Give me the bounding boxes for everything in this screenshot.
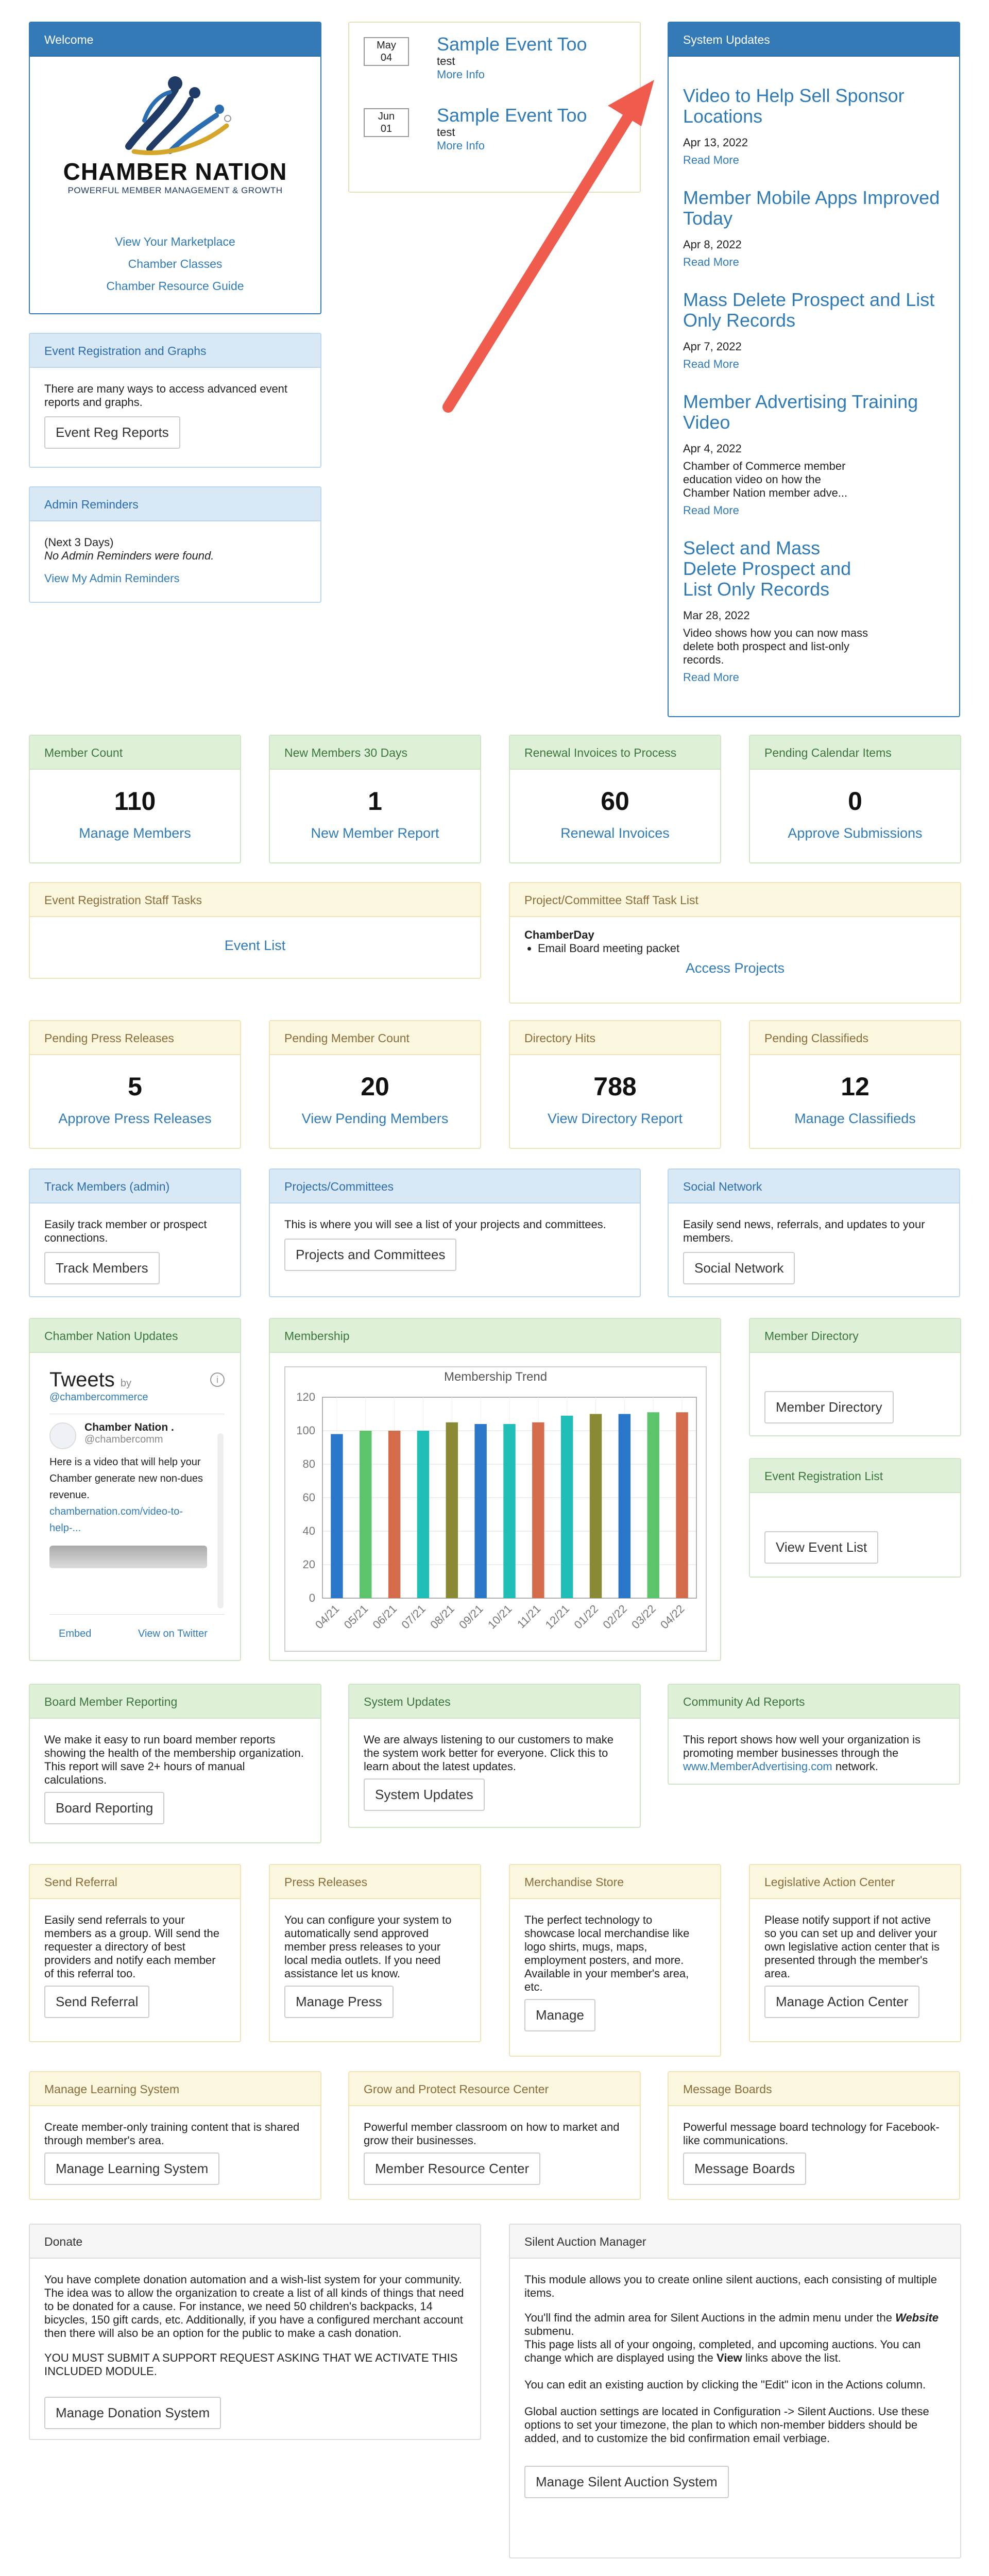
- learning-header: Manage Learning System: [30, 2072, 320, 2106]
- new-member-report-link[interactable]: New Member Report: [311, 825, 439, 841]
- view-event-list-button[interactable]: View Event List: [764, 1531, 878, 1564]
- board-reporting-header: Board Member Reporting: [30, 1685, 320, 1719]
- manage-donation-button[interactable]: Manage Donation System: [44, 2397, 221, 2429]
- bar-09-21: [474, 1424, 486, 1598]
- grow-protect-panel: [348, 2071, 641, 2200]
- x-tick-label: 12/21: [542, 1602, 572, 1632]
- event-month: Jun: [378, 111, 395, 122]
- update-description: Chamber of Commerce member education video on how the Chamber Nation member adve...: [683, 460, 848, 499]
- donate-notice: YOU MUST SUBMIT A SUPPORT REQUEST ASKING THAT WE ACTIVATE THIS INCLUDED MODULE.: [44, 2351, 458, 2378]
- chart-title: Membership Trend: [444, 1370, 548, 1384]
- project-name: ChamberDay: [524, 928, 594, 941]
- projects-committees-panel: [269, 1168, 641, 1297]
- chamber-classes-link[interactable]: Chamber Classes: [128, 257, 223, 270]
- silent-auction-p5: Global auction settings are located in Configuration -> Silent Auctions. Use these options to set your timezone, the plan to which non-member bidders should be added, and to customize the bid confirmation email verbiage.: [524, 2405, 929, 2445]
- manage-learning-button[interactable]: Manage Learning System: [44, 2153, 219, 2185]
- event-subtitle: test: [437, 55, 455, 67]
- update-date: Apr 4, 2022: [683, 442, 742, 455]
- stat-pending-calendar: [749, 735, 961, 863]
- tweet-avatar: [49, 1422, 76, 1449]
- manage-classifieds-link[interactable]: Manage Classifieds: [794, 1111, 916, 1126]
- tweet-text: Here is a video that will help your Chamber generate new non-dues revenue.: [49, 1456, 203, 1501]
- update-title-link[interactable]: Member Mobile Apps Improved Today: [683, 187, 940, 229]
- event-reg-graphs-header: Event Registration and Graphs: [30, 334, 320, 368]
- donate-panel: [29, 2224, 481, 2440]
- system-updates-button[interactable]: System Updates: [364, 1778, 485, 1811]
- stat-new-members: [269, 735, 481, 863]
- website-menu-label: Website: [895, 2311, 939, 2324]
- member-advertising-link[interactable]: www.MemberAdvertising.com: [683, 1760, 832, 1773]
- bar-04-22: [676, 1412, 688, 1598]
- tweet-media-thumbnail[interactable]: [49, 1546, 207, 1568]
- view-label: View: [717, 2351, 742, 2364]
- y-tick-label: 0: [309, 1591, 315, 1604]
- bar-11-21: [532, 1422, 544, 1598]
- event-month: May: [377, 40, 396, 51]
- event-staff-tasks-panel: [29, 882, 481, 979]
- logo-mark-icon: [113, 69, 237, 157]
- update-description: Video shows how you can now mass delete both prospect and list-only records.: [683, 626, 868, 666]
- event-reg-list-header: Event Registration List: [750, 1459, 960, 1493]
- send-referral-button[interactable]: Send Referral: [44, 1986, 149, 2018]
- read-more-link[interactable]: Read More: [683, 671, 739, 684]
- donate-description: You have complete donation automation and a wish-list system for your community. The idea was to allow the organization to create a list of all kinds of things that need to be donated for a cause. For instance, we need 50 children's backpacks, 14 bicycles, 150 gift cards, etc. Additionally, if you have a configured merchant account then there will also be an option for the public to make a cash donation.: [44, 2273, 464, 2340]
- x-tick-label: 05/21: [341, 1602, 371, 1632]
- bar-05-21: [360, 1431, 371, 1598]
- manage-members-link[interactable]: Manage Members: [79, 825, 191, 841]
- track-members-header: Track Members (admin): [30, 1170, 240, 1204]
- welcome-panel: [29, 22, 321, 314]
- approve-submissions-link[interactable]: Approve Submissions: [788, 825, 923, 841]
- manage-silent-auction-button[interactable]: Manage Silent Auction System: [524, 2466, 729, 2498]
- reminders-empty-message: No Admin Reminders were found.: [44, 549, 214, 562]
- red-arrow-annotation: [438, 77, 664, 417]
- update-title-link[interactable]: Member Advertising Training Video: [683, 391, 918, 433]
- chamber-nation-updates-panel: [29, 1318, 241, 1661]
- social-network-panel: [668, 1168, 960, 1297]
- manage-merchandise-button[interactable]: Manage: [524, 1999, 595, 2031]
- x-tick-label: 04/21: [312, 1602, 342, 1632]
- silent-auction-p3-end: links above the list.: [745, 2351, 841, 2364]
- social-network-header: Social Network: [669, 1170, 959, 1204]
- event-more-info-link[interactable]: More Info: [437, 139, 485, 152]
- send-referral-header: Send Referral: [30, 1865, 240, 1899]
- manage-action-center-button[interactable]: Manage Action Center: [764, 1986, 919, 2018]
- stat-value: 788: [593, 1072, 637, 1101]
- update-date: Apr 8, 2022: [683, 238, 742, 251]
- grow-protect-text: Powerful member classroom on how to market and grow their businesses.: [364, 2121, 620, 2147]
- x-tick-label: 04/22: [657, 1602, 687, 1632]
- member-directory-header: Member Directory: [750, 1319, 960, 1353]
- cn-updates-header: Chamber Nation Updates: [30, 1319, 240, 1353]
- read-more-link[interactable]: Read More: [683, 154, 739, 166]
- project-staff-tasks-panel: [509, 882, 961, 1004]
- update-title-link[interactable]: Video to Help Sell Sponsor Locations: [683, 85, 905, 127]
- x-tick-label: 06/21: [370, 1602, 400, 1632]
- bar-10-21: [503, 1424, 515, 1598]
- bar-03-22: [647, 1412, 659, 1598]
- stat-title: Pending Classifieds: [750, 1021, 960, 1055]
- grow-protect-header: Grow and Protect Resource Center: [349, 2072, 640, 2106]
- community-ad-header: Community Ad Reports: [669, 1685, 959, 1719]
- board-reporting-panel: [29, 1684, 321, 1843]
- x-tick-label: 11/21: [514, 1602, 543, 1631]
- tweet-author-handle: @chambercomm: [84, 1434, 163, 1445]
- update-title-link[interactable]: Select and Mass Delete Prospect and List Only Records: [683, 537, 851, 600]
- message-boards-header: Message Boards: [669, 2072, 959, 2106]
- system-updates-card-header: System Updates: [349, 1685, 640, 1719]
- x-tick-label: 01/22: [571, 1602, 601, 1632]
- membership-trend-chart: [284, 1366, 707, 1652]
- stat-title: Member Count: [30, 736, 240, 770]
- manage-press-button[interactable]: Manage Press: [284, 1986, 394, 2018]
- board-reporting-button[interactable]: Board Reporting: [44, 1792, 164, 1824]
- event-staff-tasks-header: Event Registration Staff Tasks: [30, 883, 480, 917]
- update-item: [683, 188, 945, 269]
- task-list: [524, 942, 946, 955]
- stat-value: 5: [128, 1072, 142, 1101]
- y-tick-label: 40: [302, 1524, 315, 1537]
- board-reporting-text: We make it easy to run board member reports showing the health of the membership organization. This report will save 2+ hours of manual calculations.: [44, 1733, 304, 1786]
- stat-title: New Members 30 Days: [270, 736, 480, 770]
- welcome-header: Welcome: [30, 23, 320, 57]
- stat-title: Renewal Invoices to Process: [510, 736, 720, 770]
- stat-value: 0: [848, 787, 862, 816]
- read-more-link[interactable]: Read More: [683, 504, 739, 517]
- x-tick-label: 08/21: [428, 1602, 457, 1632]
- silent-auction-p1: This module allows you to create online silent auctions, each consisting of multiple items.: [524, 2273, 937, 2299]
- timeline-scrollbar[interactable]: [217, 1433, 224, 1608]
- member-directory-panel: [749, 1318, 961, 1436]
- bar-04-21: [331, 1434, 343, 1599]
- member-resource-center-button[interactable]: Member Resource Center: [364, 2153, 540, 2185]
- event-day: 04: [380, 52, 393, 63]
- tweet-author: Chamber Nation .: [84, 1421, 174, 1433]
- view-pending-members-link[interactable]: View Pending Members: [301, 1111, 449, 1126]
- update-date: Apr 7, 2022: [683, 340, 742, 353]
- track-members-panel: [29, 1168, 241, 1297]
- tweets-by: by: [120, 1378, 131, 1389]
- learning-system-panel: [29, 2071, 321, 2200]
- legislative-action-panel: [749, 1864, 961, 2042]
- legislative-text: Please notify support if not active so you can set up and deliver your own legislative action center that is presented through the member's area.: [764, 1913, 940, 1980]
- stat-title: Pending Member Count: [270, 1021, 480, 1055]
- silent-auction-p4: You can edit an existing auction by clicking the "Edit" icon in the Actions column.: [524, 2378, 926, 2391]
- message-boards-text: Powerful message board technology for Facebook-like communications.: [683, 2121, 940, 2147]
- update-item: [683, 86, 945, 167]
- system-updates-card-text: We are always listening to our customers to make the system work better for everyone. Click this to learn about the latest updates.: [364, 1733, 614, 1773]
- x-tick-label: 09/21: [456, 1602, 486, 1632]
- stat-value: 60: [601, 787, 629, 816]
- member-directory-button[interactable]: Member Directory: [764, 1391, 894, 1423]
- stat-member-count: [29, 735, 241, 863]
- read-more-link[interactable]: Read More: [683, 256, 739, 268]
- update-date: Apr 13, 2022: [683, 136, 748, 149]
- stat-pending-classifieds: [749, 1020, 961, 1149]
- x-tick-label: 07/21: [399, 1602, 428, 1632]
- social-network-text: Easily send news, referrals, and updates to your members.: [683, 1218, 925, 1244]
- reminders-range: (Next 3 Days): [44, 536, 114, 549]
- renewal-invoices-link[interactable]: Renewal Invoices: [560, 825, 670, 841]
- press-releases-text: You can configure your system to automatically send approved member press releases to your local media outlets. If you need assistance let us know.: [284, 1913, 452, 1980]
- event-date-badge: [364, 108, 409, 137]
- event-subtitle: test: [437, 126, 455, 139]
- bar-07-21: [417, 1431, 429, 1598]
- projects-committees-button[interactable]: Projects and Committees: [284, 1239, 456, 1271]
- message-boards-panel: [668, 2071, 960, 2200]
- view-admin-reminders-link[interactable]: View My Admin Reminders: [44, 572, 180, 585]
- event-registration-list-panel: [749, 1458, 961, 1578]
- bar-08-21: [446, 1422, 458, 1598]
- send-referral-text: Easily send referrals to your members as a group. Will send the requester a directory of best providers and notify each member of this referral too.: [44, 1913, 219, 1980]
- read-more-link[interactable]: Read More: [683, 358, 739, 370]
- y-tick-label: 100: [296, 1424, 315, 1437]
- silent-auction-p2: You'll find the admin area for Silent Auctions in the admin menu under the: [524, 2311, 892, 2324]
- stat-directory-hits: [509, 1020, 721, 1149]
- system-updates-panel: [668, 22, 960, 717]
- resource-guide-link[interactable]: Chamber Resource Guide: [106, 279, 244, 293]
- track-members-text: Easily track member or prospect connections.: [44, 1218, 207, 1244]
- update-date: Mar 28, 2022: [683, 609, 750, 622]
- track-members-button[interactable]: Track Members: [44, 1252, 160, 1284]
- system-updates-card: [348, 1684, 641, 1828]
- press-releases-panel: [269, 1864, 481, 2042]
- embed-link[interactable]: Embed: [59, 1628, 92, 1639]
- tweet-link[interactable]: chambernation.com/video-to-help-...: [49, 1506, 183, 1534]
- x-tick-label: 10/21: [485, 1602, 515, 1632]
- y-tick-label: 120: [296, 1391, 315, 1403]
- legislative-header: Legislative Action Center: [750, 1865, 960, 1899]
- y-tick-label: 20: [302, 1558, 315, 1571]
- project-staff-tasks-header: Project/Committee Staff Task List: [510, 883, 960, 917]
- approve-press-releases-link[interactable]: Approve Press Releases: [58, 1111, 212, 1126]
- community-ad-text-end: network.: [835, 1760, 879, 1773]
- x-tick-label: 03/22: [629, 1602, 658, 1632]
- update-item: [683, 392, 945, 517]
- logo-tagline: POWERFUL MEMBER MANAGEMENT & GROWTH: [67, 185, 283, 195]
- stat-value: 20: [361, 1072, 389, 1101]
- silent-auction-panel: [509, 2224, 961, 2558]
- social-network-button[interactable]: Social Network: [683, 1252, 795, 1284]
- view-on-twitter-link[interactable]: View on Twitter: [138, 1628, 208, 1639]
- event-reg-reports-button[interactable]: Event Reg Reports: [44, 416, 180, 449]
- community-ad-text: This report shows how well your organization is promoting member businesses through the: [683, 1733, 920, 1759]
- silent-auction-p2-end: submenu.: [524, 2325, 574, 2337]
- event-reg-graphs-panel: [29, 333, 321, 468]
- bar-01-22: [590, 1414, 602, 1599]
- tweets-label: Tweets: [49, 1368, 115, 1391]
- learning-text: Create member-only training content that is shared through member's area.: [44, 2121, 300, 2147]
- y-tick-label: 60: [302, 1491, 315, 1504]
- system-updates-header: System Updates: [669, 23, 959, 57]
- merchandise-header: Merchandise Store: [510, 1865, 720, 1899]
- press-releases-header: Press Releases: [270, 1865, 480, 1899]
- marketplace-link[interactable]: View Your Marketplace: [115, 235, 235, 248]
- tweet-card: [49, 1414, 225, 1568]
- chamber-nation-logo: [30, 69, 320, 196]
- info-icon[interactable]: i: [210, 1372, 225, 1387]
- bar-02-22: [619, 1414, 630, 1599]
- view-directory-report-link[interactable]: View Directory Report: [547, 1111, 683, 1126]
- stat-title: Directory Hits: [510, 1021, 720, 1055]
- membership-header: Membership: [270, 1319, 720, 1353]
- stat-pending-members: [269, 1020, 481, 1149]
- task-item: • Email Board meeting packet: [538, 942, 946, 955]
- update-title-link[interactable]: Mass Delete Prospect and List Only Records: [683, 289, 935, 331]
- silent-auction-p3: This page lists all of your ongoing, completed, and upcoming auctions. You can change which are displayed using the: [524, 2338, 921, 2364]
- event-title-link[interactable]: Sample Event Too: [437, 105, 587, 126]
- send-referral-panel: [29, 1864, 241, 2042]
- stat-value: 12: [841, 1072, 869, 1101]
- message-boards-button[interactable]: Message Boards: [683, 2153, 806, 2185]
- community-ad-reports-panel: [668, 1684, 960, 1785]
- projects-committees-header: Projects/Committees: [270, 1170, 640, 1204]
- y-tick-label: 80: [302, 1458, 315, 1470]
- stat-title: Pending Press Releases: [30, 1021, 240, 1055]
- access-projects-link[interactable]: Access Projects: [685, 960, 785, 976]
- stat-renewal-invoices: [509, 735, 721, 863]
- admin-reminders-panel: [29, 486, 321, 603]
- event-reg-graphs-text: There are many ways to access advanced event reports and graphs.: [44, 382, 288, 409]
- update-item: [683, 290, 945, 371]
- bar-06-21: [388, 1431, 400, 1598]
- stat-value: 1: [368, 787, 382, 816]
- event-day: 01: [380, 123, 393, 134]
- event-date-badge: [364, 37, 409, 66]
- admin-reminders-header: Admin Reminders: [30, 487, 320, 521]
- event-list-link[interactable]: Event List: [224, 938, 286, 953]
- twitter-handle-link[interactable]: @chambercommerce: [49, 1392, 148, 1403]
- stat-pending-press: [29, 1020, 241, 1149]
- merchandise-text: The perfect technology to showcase local merchandise like logo shirts, mugs, maps, employment posters, and more. Available in your member's area, etc.: [524, 1913, 690, 1993]
- twitter-timeline-widget[interactable]: [49, 1368, 225, 1615]
- update-item: [683, 538, 945, 684]
- logo-name: CHAMBER NATION: [63, 158, 287, 185]
- merchandise-store-panel: [509, 1864, 721, 2057]
- stat-value: 110: [114, 787, 156, 816]
- projects-committees-text: This is where you will see a list of your projects and committees.: [284, 1218, 606, 1231]
- donate-header: Donate: [30, 2225, 480, 2259]
- event-title-link[interactable]: Sample Event Too: [437, 33, 587, 55]
- x-tick-label: 02/22: [600, 1602, 629, 1632]
- bar-12-21: [561, 1416, 573, 1598]
- membership-panel: [269, 1318, 721, 1661]
- event-more-info-link[interactable]: More Info: [437, 68, 485, 81]
- silent-auction-header: Silent Auction Manager: [510, 2225, 960, 2259]
- stat-title: Pending Calendar Items: [750, 736, 960, 770]
